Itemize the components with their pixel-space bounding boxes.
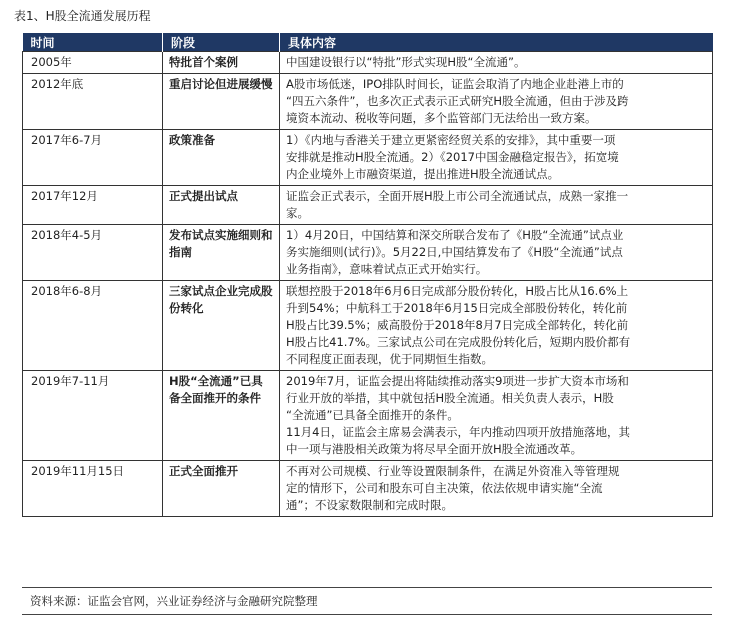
content-line: 联想控股于2018年6月6日完成部分股份转化，H股占比从16.6%上 (286, 284, 629, 298)
table-row (23, 225, 713, 281)
content-line: A股市场低迷，IPO排队时间长，证监会取消了内地企业赴港上市的 (286, 77, 624, 91)
content-line: H股占比41.7%。三家试点公司在完成股份转化后，短期内股价都有 (286, 335, 631, 349)
content-line: 中国建设银行以“特批”形式实现H股“全流通”。 (286, 55, 526, 69)
cell-content (280, 186, 713, 225)
table-row (23, 186, 713, 225)
content-line: 业务指南》，意味着试点正式开始实行。 (286, 262, 488, 276)
content-line: 安排就是推动H股全流通。2）《2017中国金融稳定报告》，拓宽境 (286, 150, 619, 164)
cell-time: 2019年11月15日 (23, 461, 163, 517)
source-note (22, 587, 712, 615)
cell-content (280, 225, 713, 281)
cell-stage: 重启讨论但进展缓慢 (163, 74, 280, 130)
source-text: 资料来源：证监会官网，兴业证券经济与金融研究院整理 (30, 594, 318, 608)
table-row (23, 281, 713, 371)
content-line: H股占比39.5%；威高股份于2018年8月7日完成全部转化，转化前 (286, 318, 629, 332)
cell-content (280, 130, 713, 186)
cell-content (280, 461, 713, 517)
content-line: 定的情形下，公司和股东可自主决策，依法依规申请实施“全流 (286, 481, 603, 495)
cell-time: 2017年6-7月 (23, 130, 163, 186)
cell-content (280, 371, 713, 461)
content-line: “全流通”已具备全面推开的条件。 (286, 408, 459, 422)
cell-time: 2018年6-8月 (23, 281, 163, 371)
content-line: 内企业境外上市融资渠道，提出推进H股全流通试点。 (286, 167, 560, 181)
cell-stage: 发布试点实施细则和指南 (163, 225, 280, 281)
cell-time: 2012年底 (23, 74, 163, 130)
content-line: 1）《内地与香港关于建立更紧密经贸关系的安排》，其中重要一项 (286, 133, 616, 147)
content-line: 通”；不设家数限制和完成时限。 (286, 498, 453, 512)
cell-stage: 正式全面推开 (163, 461, 280, 517)
content-line: 2019年7月，证监会提出将陆续推动落实9项进一步扩大资本市场和 (286, 374, 629, 388)
cell-stage: 三家试点企业完成股份转化 (163, 281, 280, 371)
table-header-row (23, 33, 713, 52)
header-stage: 阶段 (163, 33, 280, 52)
header-time: 时间 (23, 33, 163, 52)
table-row (23, 130, 713, 186)
cell-stage: 正式提出试点 (163, 186, 280, 225)
table-row (23, 461, 713, 517)
cell-time: 2017年12月 (23, 186, 163, 225)
content-line: 境资本流动、税收等问题，多个监管部门无法给出一致方案。 (286, 111, 597, 125)
content-line: 行业开放的举措，其中就包括H股全流通。相关负责人表示，H股 (286, 391, 614, 405)
history-table (22, 33, 712, 517)
cell-time: 2018年4-5月 (23, 225, 163, 281)
table-row (23, 371, 713, 461)
table-caption: 表1、H股全流通发展历程 (14, 9, 151, 23)
cell-stage: 政策准备 (163, 130, 280, 186)
content-line: 务实施细则(试行)》。5月22日,中国结算发布了《H股“全流通”试点 (286, 245, 623, 259)
cell-stage: 特批首个案例 (163, 52, 280, 74)
cell-time: 2019年7-11月 (23, 371, 163, 461)
content-line: 升到54%；中航科工于2018年6月15日完成全部股份转化，转化前 (286, 301, 628, 315)
content-line: 不再对公司规模、行业等设置限制条件，在满足外资准入等管理规 (286, 464, 620, 478)
cell-time: 2005年 (23, 52, 163, 74)
cell-content (280, 281, 713, 371)
content-line: 1）4月20日，中国结算和深交所联合发布了《H股“全流通”试点业 (286, 228, 624, 242)
table-row (23, 52, 713, 74)
cell-stage: H股“全流通”已具备全面推开的条件 (163, 371, 280, 461)
header-content: 具体内容 (280, 33, 713, 52)
content-line: 家。 (286, 206, 309, 220)
cell-content (280, 52, 713, 74)
content-line: 不同程度正面表现，优于同期恒生指数。 (286, 352, 493, 366)
content-line: “四五六条件”，也多次正式表示正式研究H股全流通，但由于涉及跨 (286, 94, 629, 108)
content-line: 11月4日，证监会主席易会满表示，年内推动四项开放措施落地，其 (286, 425, 630, 439)
cell-content (280, 74, 713, 130)
content-line: 中一项与港股相关政策为将尽早全面开放H股全流通改革。 (286, 442, 583, 456)
table-row (23, 74, 713, 130)
content-line: 证监会正式表示，全面开展H股上市公司全流通试点，成熟一家推一 (286, 189, 629, 203)
